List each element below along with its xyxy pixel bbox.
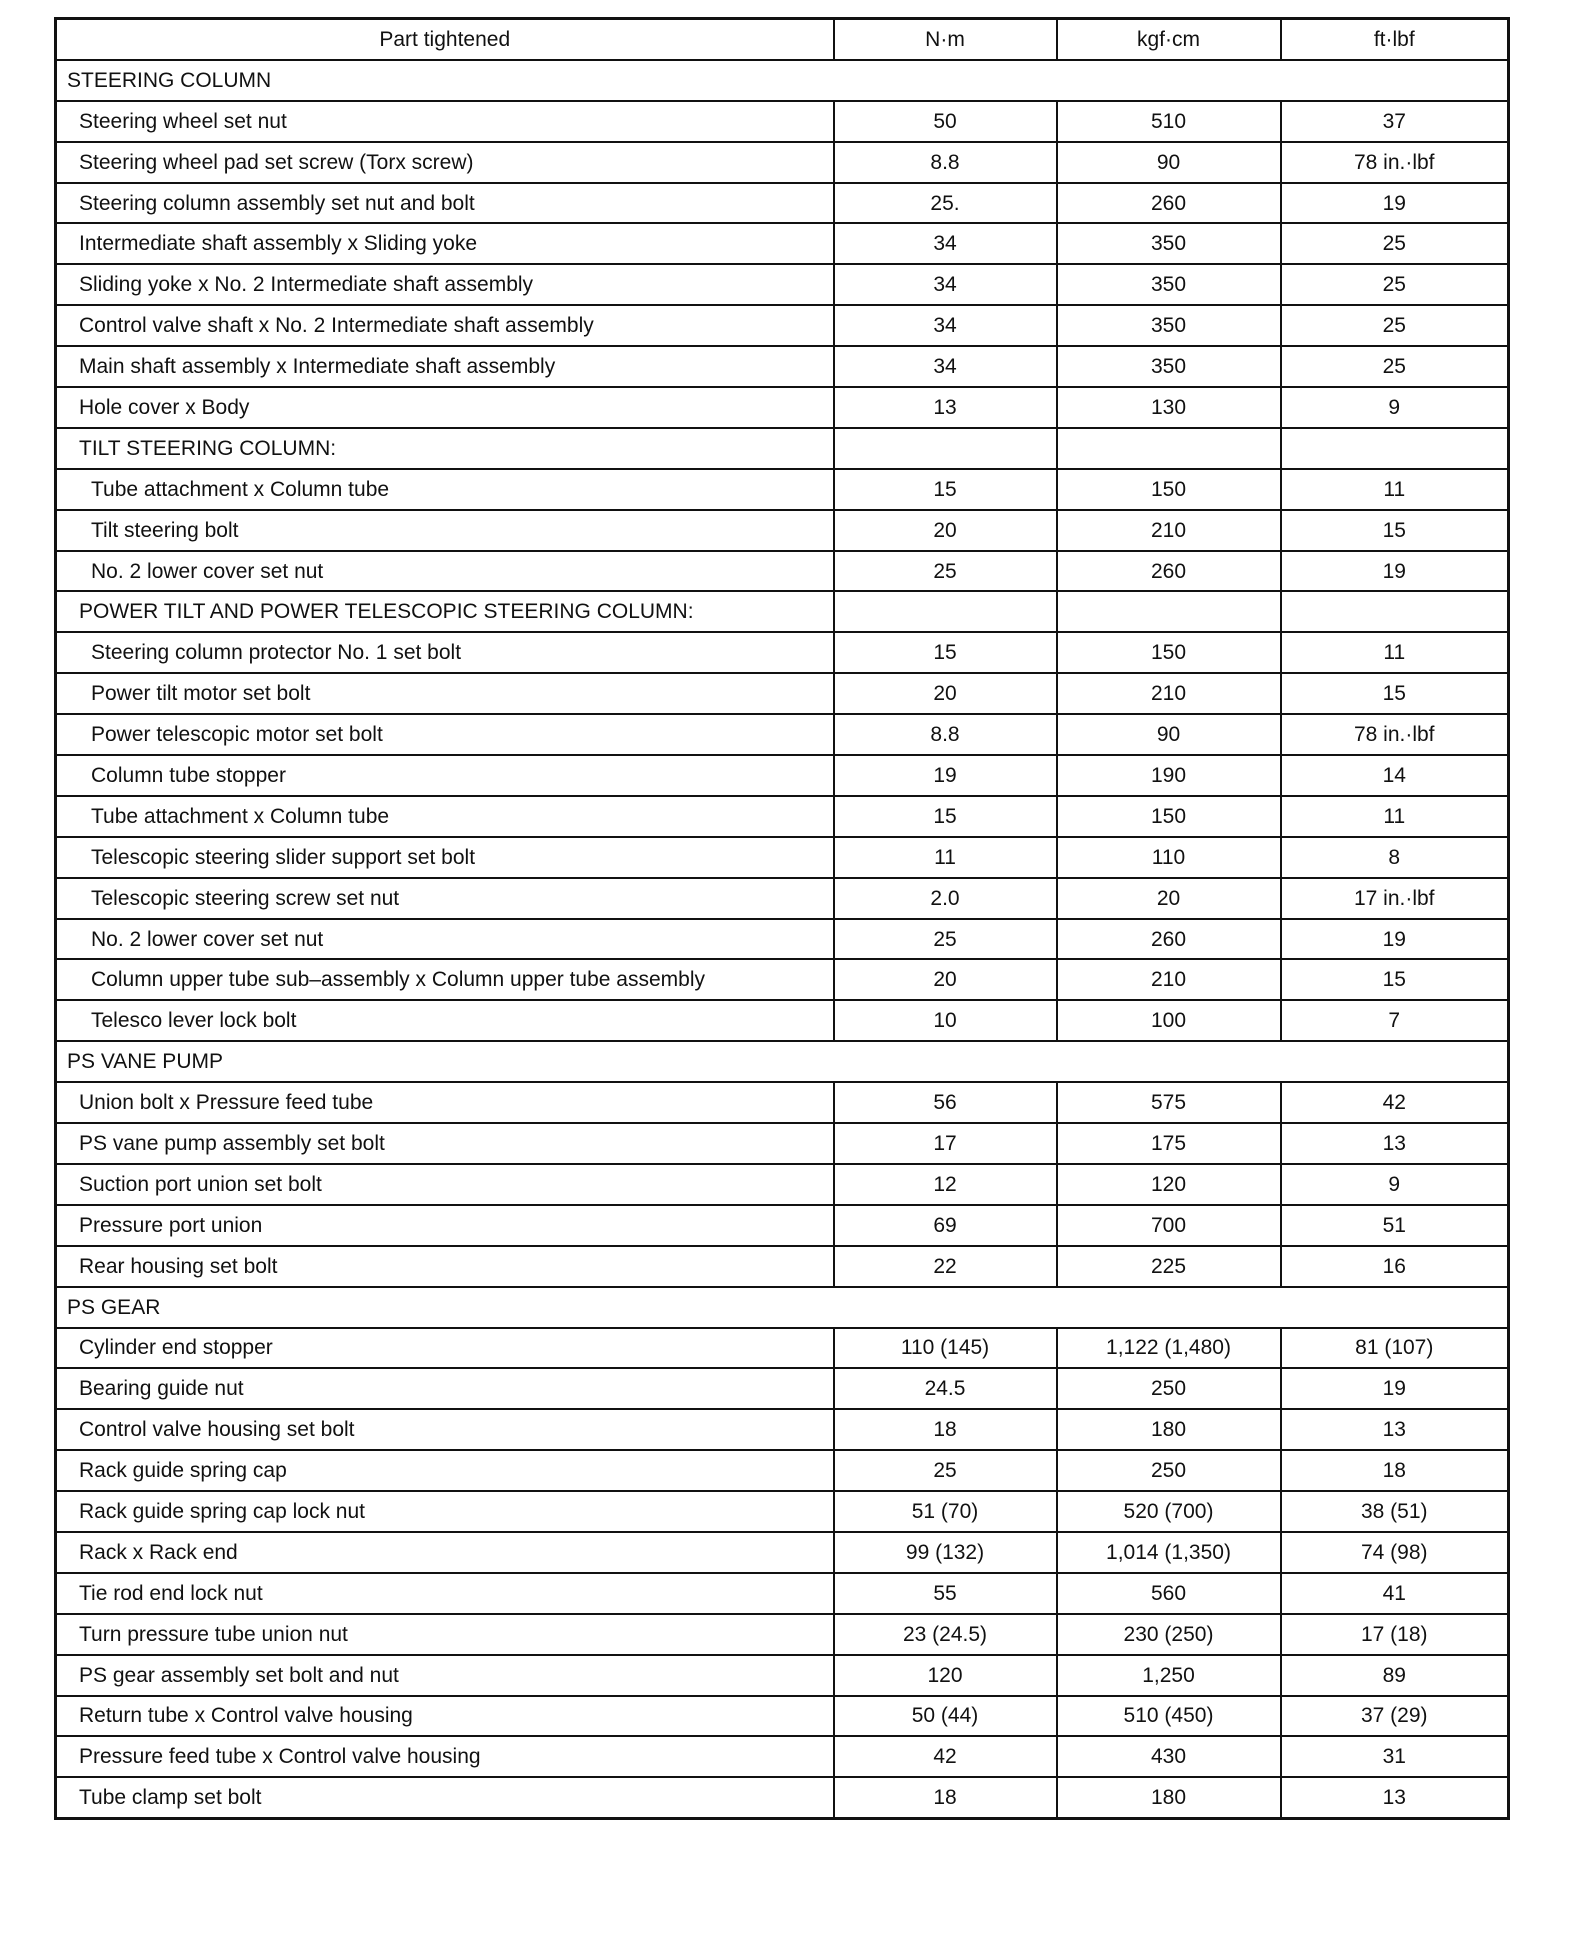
kgfcm-cell: 250 [1057, 1450, 1281, 1491]
part-cell: No. 2 lower cover set nut [56, 919, 834, 960]
section-title: POWER TILT AND POWER TELESCOPIC STEERING COLUMN: [56, 591, 834, 632]
nm-cell: 15 [834, 796, 1057, 837]
kgfcm-cell: 250 [1057, 1368, 1281, 1409]
part-cell: Tie rod end lock nut [56, 1573, 834, 1614]
ftlbf-cell: 78 in.·lbf [1281, 142, 1509, 183]
nm-cell: 20 [834, 510, 1057, 551]
ftlbf-cell: 13 [1281, 1123, 1509, 1164]
table-row [56, 714, 1509, 755]
ftlbf-cell: 15 [1281, 959, 1509, 1000]
table-row [56, 837, 1509, 878]
ftlbf-cell: 16 [1281, 1246, 1509, 1287]
table-row [56, 1409, 1509, 1450]
kgfcm-cell: 520 (700) [1057, 1491, 1281, 1532]
nm-cell: 34 [834, 305, 1057, 346]
part-cell: Hole cover x Body [56, 387, 834, 428]
nm-cell: 18 [834, 1409, 1057, 1450]
section-title: STEERING COLUMN [56, 60, 1509, 101]
part-cell: Steering wheel pad set screw (Torx screw) [56, 142, 834, 183]
part-cell: Rack x Rack end [56, 1532, 834, 1573]
table-row [56, 1491, 1509, 1532]
table-row [56, 469, 1509, 510]
table-row [56, 878, 1509, 919]
kgfcm-cell: 1,250 [1057, 1655, 1281, 1696]
nm-cell: 20 [834, 959, 1057, 1000]
nm-cell: 50 [834, 101, 1057, 142]
kgfcm-cell: 260 [1057, 551, 1281, 592]
nm-cell: 56 [834, 1082, 1057, 1123]
nm-cell: 18 [834, 1777, 1057, 1818]
nm-cell: 51 (70) [834, 1491, 1057, 1532]
table-row [56, 1246, 1509, 1287]
table-row [56, 101, 1509, 142]
header-part-tightened: Part tightened [56, 19, 834, 60]
kgfcm-cell: 130 [1057, 387, 1281, 428]
table-row [56, 632, 1509, 673]
ftlbf-cell: 31 [1281, 1736, 1509, 1777]
part-cell: Steering wheel set nut [56, 101, 834, 142]
table-row [56, 1736, 1509, 1777]
part-cell: Rear housing set bolt [56, 1246, 834, 1287]
ftlbf-cell: 8 [1281, 837, 1509, 878]
part-cell: Sliding yoke x No. 2 Intermediate shaft assembly [56, 264, 834, 305]
kgfcm-cell: 560 [1057, 1573, 1281, 1614]
kgfcm-cell: 190 [1057, 755, 1281, 796]
kgfcm-cell: 210 [1057, 510, 1281, 551]
kgfcm-cell: 575 [1057, 1082, 1281, 1123]
section-title: PS VANE PUMP [56, 1041, 1509, 1082]
section-row [56, 428, 1509, 469]
part-cell: Power telescopic motor set bolt [56, 714, 834, 755]
nm-cell: 2.0 [834, 878, 1057, 919]
ftlbf-cell: 9 [1281, 1164, 1509, 1205]
ftlbf-cell: 13 [1281, 1409, 1509, 1450]
part-cell: Union bolt x Pressure feed tube [56, 1082, 834, 1123]
kgfcm-cell: 110 [1057, 837, 1281, 878]
table-row [56, 1614, 1509, 1655]
ftlbf-cell: 19 [1281, 1368, 1509, 1409]
part-cell: Intermediate shaft assembly x Sliding yoke [56, 223, 834, 264]
table-row [56, 673, 1509, 714]
ftlbf-cell: 11 [1281, 632, 1509, 673]
section-row [56, 1041, 1509, 1082]
nm-cell: 8.8 [834, 142, 1057, 183]
nm-cell: 10 [834, 1000, 1057, 1041]
ftlbf-cell: 7 [1281, 1000, 1509, 1041]
nm-cell: 50 (44) [834, 1696, 1057, 1737]
part-cell: Pressure port union [56, 1205, 834, 1246]
header-kgfcm: kgf·cm [1057, 19, 1281, 60]
nm-cell: 12 [834, 1164, 1057, 1205]
ftlbf-cell: 25 [1281, 346, 1509, 387]
header-nm: N·m [834, 19, 1057, 60]
kgfcm-cell: 430 [1057, 1736, 1281, 1777]
part-cell: PS vane pump assembly set bolt [56, 1123, 834, 1164]
kgfcm-cell: 120 [1057, 1164, 1281, 1205]
ftlbf-cell: 37 (29) [1281, 1696, 1509, 1737]
table-row [56, 1000, 1509, 1041]
nm-cell: 23 (24.5) [834, 1614, 1057, 1655]
kgfcm-cell: 260 [1057, 919, 1281, 960]
ftlbf-cell: 25 [1281, 305, 1509, 346]
kgfcm-cell: 100 [1057, 1000, 1281, 1041]
ftlbf-cell: 81 (107) [1281, 1328, 1509, 1369]
ftlbf-cell: 15 [1281, 673, 1509, 714]
ftlbf-cell: 17 (18) [1281, 1614, 1509, 1655]
nm-cell: 120 [834, 1655, 1057, 1696]
nm-cell: 22 [834, 1246, 1057, 1287]
part-cell: Rack guide spring cap [56, 1450, 834, 1491]
part-cell: Telescopic steering slider support set bolt [56, 837, 834, 878]
kgfcm-cell: 150 [1057, 469, 1281, 510]
part-cell: Main shaft assembly x Intermediate shaft assembly [56, 346, 834, 387]
ftlbf-cell: 15 [1281, 510, 1509, 551]
nm-cell: 15 [834, 632, 1057, 673]
nm-cell: 11 [834, 837, 1057, 878]
table-body [56, 19, 1509, 1819]
ftlbf-cell: 25 [1281, 264, 1509, 305]
part-cell: Column upper tube sub–assembly x Column upper tube assembly [56, 959, 834, 1000]
ftlbf-cell: 74 (98) [1281, 1532, 1509, 1573]
part-cell: Return tube x Control valve housing [56, 1696, 834, 1737]
kgfcm-cell: 225 [1057, 1246, 1281, 1287]
kgfcm-cell: 90 [1057, 142, 1281, 183]
nm-cell: 110 (145) [834, 1328, 1057, 1369]
nm-cell: 25. [834, 183, 1057, 224]
kgfcm-cell [1057, 591, 1281, 632]
part-cell: Telescopic steering screw set nut [56, 878, 834, 919]
nm-cell: 34 [834, 346, 1057, 387]
table-row [56, 1777, 1509, 1818]
nm-cell: 42 [834, 1736, 1057, 1777]
kgfcm-cell: 230 (250) [1057, 1614, 1281, 1655]
kgfcm-cell: 210 [1057, 673, 1281, 714]
part-cell: PS gear assembly set bolt and nut [56, 1655, 834, 1696]
kgfcm-cell: 180 [1057, 1409, 1281, 1450]
nm-cell [834, 428, 1057, 469]
table-row [56, 1655, 1509, 1696]
ftlbf-cell: 51 [1281, 1205, 1509, 1246]
kgfcm-cell: 510 (450) [1057, 1696, 1281, 1737]
ftlbf-cell: 13 [1281, 1777, 1509, 1818]
part-cell: Control valve housing set bolt [56, 1409, 834, 1450]
kgfcm-cell: 175 [1057, 1123, 1281, 1164]
kgfcm-cell: 90 [1057, 714, 1281, 755]
part-cell: Steering column protector No. 1 set bolt [56, 632, 834, 673]
ftlbf-cell: 89 [1281, 1655, 1509, 1696]
part-cell: Suction port union set bolt [56, 1164, 834, 1205]
ftlbf-cell: 19 [1281, 183, 1509, 224]
table-row [56, 1164, 1509, 1205]
table-row [56, 264, 1509, 305]
nm-cell: 20 [834, 673, 1057, 714]
nm-cell: 99 (132) [834, 1532, 1057, 1573]
nm-cell: 24.5 [834, 1368, 1057, 1409]
kgfcm-cell [1057, 428, 1281, 469]
ftlbf-cell: 17 in.·lbf [1281, 878, 1509, 919]
table-row [56, 1328, 1509, 1369]
section-row [56, 60, 1509, 101]
table-row [56, 959, 1509, 1000]
part-cell: Rack guide spring cap lock nut [56, 1491, 834, 1532]
kgfcm-cell: 20 [1057, 878, 1281, 919]
kgfcm-cell: 150 [1057, 796, 1281, 837]
ftlbf-cell [1281, 428, 1509, 469]
ftlbf-cell: 38 (51) [1281, 1491, 1509, 1532]
part-cell: Steering column assembly set nut and bolt [56, 183, 834, 224]
kgfcm-cell: 150 [1057, 632, 1281, 673]
table-row [56, 1696, 1509, 1737]
nm-cell: 17 [834, 1123, 1057, 1164]
table-row [56, 223, 1509, 264]
part-cell: Tube attachment x Column tube [56, 469, 834, 510]
ftlbf-cell: 11 [1281, 796, 1509, 837]
nm-cell: 25 [834, 919, 1057, 960]
table-row [56, 183, 1509, 224]
part-cell: Tube attachment x Column tube [56, 796, 834, 837]
table-row [56, 510, 1509, 551]
kgfcm-cell: 260 [1057, 183, 1281, 224]
ftlbf-cell: 41 [1281, 1573, 1509, 1614]
part-cell: No. 2 lower cover set nut [56, 551, 834, 592]
part-cell: Bearing guide nut [56, 1368, 834, 1409]
ftlbf-cell: 14 [1281, 755, 1509, 796]
table-row [56, 346, 1509, 387]
part-cell: Column tube stopper [56, 755, 834, 796]
kgfcm-cell: 180 [1057, 1777, 1281, 1818]
nm-cell: 8.8 [834, 714, 1057, 755]
ftlbf-cell: 11 [1281, 469, 1509, 510]
table-row [56, 1082, 1509, 1123]
part-cell: Telesco lever lock bolt [56, 1000, 834, 1041]
table-row [56, 1532, 1509, 1573]
table-header-row [56, 19, 1509, 60]
section-title: PS GEAR [56, 1287, 1509, 1328]
table-row [56, 1123, 1509, 1164]
nm-cell: 19 [834, 755, 1057, 796]
part-cell: Turn pressure tube union nut [56, 1614, 834, 1655]
ftlbf-cell: 25 [1281, 223, 1509, 264]
table-row [56, 1205, 1509, 1246]
table-row [56, 305, 1509, 346]
nm-cell: 15 [834, 469, 1057, 510]
ftlbf-cell [1281, 591, 1509, 632]
ftlbf-cell: 9 [1281, 387, 1509, 428]
part-cell: Tilt steering bolt [56, 510, 834, 551]
section-row [56, 1287, 1509, 1328]
kgfcm-cell: 350 [1057, 346, 1281, 387]
kgfcm-cell: 350 [1057, 223, 1281, 264]
kgfcm-cell: 350 [1057, 305, 1281, 346]
part-cell: Cylinder end stopper [56, 1328, 834, 1369]
kgfcm-cell: 210 [1057, 959, 1281, 1000]
kgfcm-cell: 1,122 (1,480) [1057, 1328, 1281, 1369]
ftlbf-cell: 78 in.·lbf [1281, 714, 1509, 755]
kgfcm-cell: 700 [1057, 1205, 1281, 1246]
table-row [56, 1368, 1509, 1409]
kgfcm-cell: 1,014 (1,350) [1057, 1532, 1281, 1573]
table-row [56, 142, 1509, 183]
nm-cell: 25 [834, 551, 1057, 592]
nm-cell: 25 [834, 1450, 1057, 1491]
table-row [56, 796, 1509, 837]
kgfcm-cell: 510 [1057, 101, 1281, 142]
part-cell: Power tilt motor set bolt [56, 673, 834, 714]
ftlbf-cell: 19 [1281, 551, 1509, 592]
kgfcm-cell: 350 [1057, 264, 1281, 305]
part-cell: Tube clamp set bolt [56, 1777, 834, 1818]
ftlbf-cell: 19 [1281, 919, 1509, 960]
table-row [56, 387, 1509, 428]
nm-cell: 34 [834, 223, 1057, 264]
table-row [56, 1573, 1509, 1614]
torque-spec-table [54, 17, 1510, 1820]
table-row [56, 1450, 1509, 1491]
part-cell: Control valve shaft x No. 2 Intermediate shaft assembly [56, 305, 834, 346]
nm-cell: 13 [834, 387, 1057, 428]
nm-cell [834, 591, 1057, 632]
nm-cell: 34 [834, 264, 1057, 305]
nm-cell: 69 [834, 1205, 1057, 1246]
header-ftlbf: ft·lbf [1281, 19, 1509, 60]
ftlbf-cell: 37 [1281, 101, 1509, 142]
nm-cell: 55 [834, 1573, 1057, 1614]
table-row [56, 551, 1509, 592]
section-title: TILT STEERING COLUMN: [56, 428, 834, 469]
part-cell: Pressure feed tube x Control valve housing [56, 1736, 834, 1777]
section-row [56, 591, 1509, 632]
ftlbf-cell: 18 [1281, 1450, 1509, 1491]
table-row [56, 919, 1509, 960]
table-row [56, 755, 1509, 796]
ftlbf-cell: 42 [1281, 1082, 1509, 1123]
